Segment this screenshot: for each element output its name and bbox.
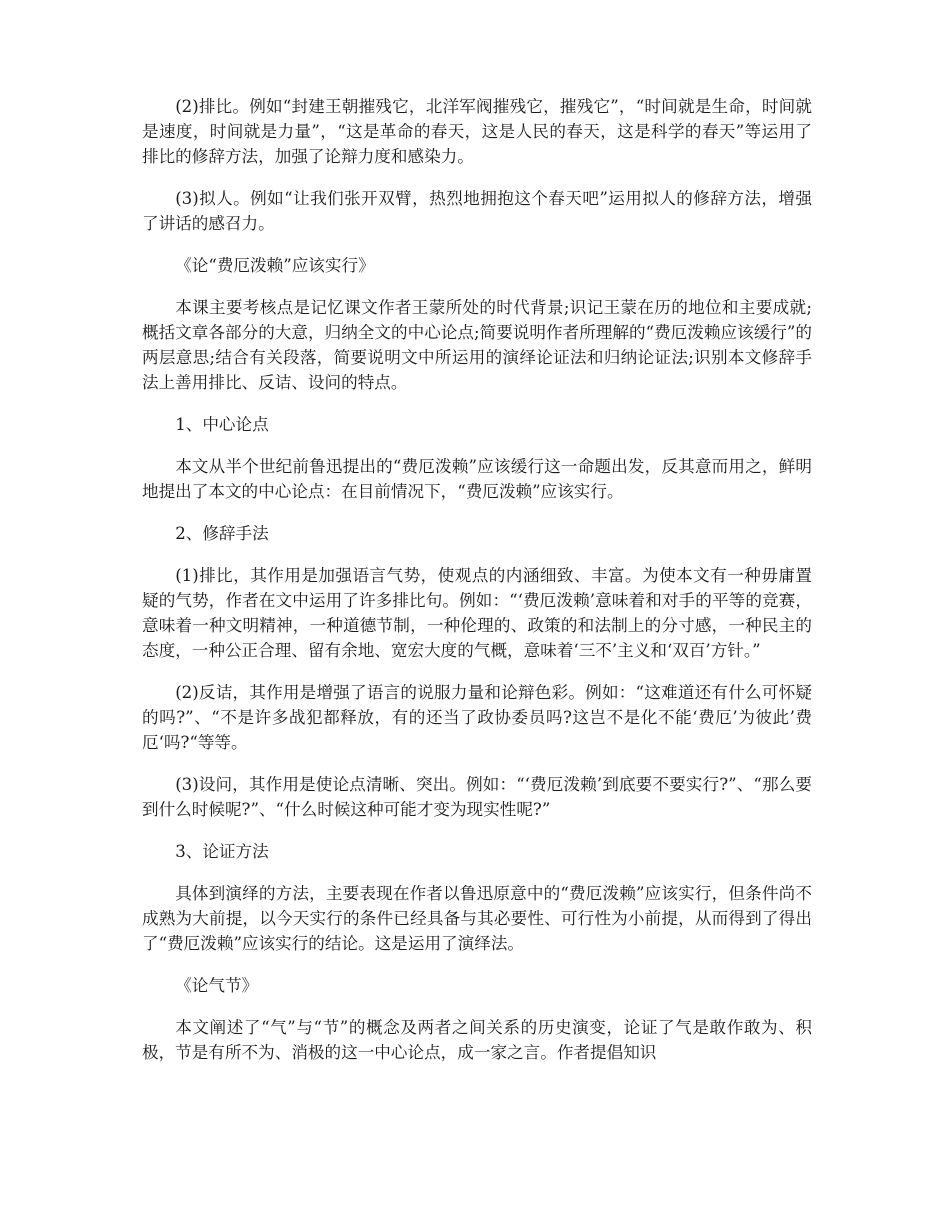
paragraph-exam-points: 本课主要考核点是记忆课文作者王蒙所处的时代背景;识记王蒙在历的地位和主要成就;概括文章各部分的大意，归纳全文的中心论点;简要说明作者所理解的“费厄泼赖应该缓行”的两层意思;结合有关段落，简要说明文中所运用的演绎论证法和归纳论证法;识别本文修辞手法上善用排比、反诘、设问的特点。 xyxy=(142,298,812,392)
paragraph-parallelism-example: (2)排比。例如“封建王朝摧残它，北洋军阀摧残它，摧残它”，“时间就是生命，时间就是速度，时间就是力量”，“这是革命的春天，这是人民的春天，这是科学的春天”等运用了排比的修辞方法，加强了论辩力度和感染力。 xyxy=(142,97,812,166)
document-page xyxy=(142,94,812,1082)
paragraph-rhetoric-parallelism: (1)排比，其作用是加强语言气势，使观点的内涵细致、丰富。为使本文有一种毋庸置疑的气势，作者在文中运用了许多排比句。例如：“‘费厄泼赖’意味着和对手的平等的竞赛，意味着一种文明精神，一种道德节制，一种伦理的、政策的和法制上的分寸感，一种民主的态度，一种公正合理、留有余地、宽宏大度的气概，意味着‘三不’主义和‘双百’方针。” xyxy=(142,566,812,660)
section-title-integrity: 《论气节》 xyxy=(175,976,259,995)
paragraph-deduction: 具体到演绎的方法，主要表现在作者以鲁迅原意中的“费厄泼赖”应该实行，但条件尚不成熟为大前提，以今天实行的条件已经具备与其必要性、可行性为小前提，从而得到了得出了“费厄泼赖”应该实行的结论。这是运用了演绎法。 xyxy=(142,884,812,953)
paragraph-central-argument: 本文从半个世纪前鲁迅提出的“费厄泼赖”应该缓行这一命题出发，反其意而用之，鲜明地提出了本文的中心论点：在目前情况下，“费厄泼赖”应该实行。 xyxy=(142,457,812,501)
subheading-central-argument: 1、中心论点 xyxy=(175,415,269,434)
subheading-argumentation-method: 3、论证方法 xyxy=(175,842,269,861)
paragraph-integrity-summary: 本文阐述了“气”与“节”的概念及两者之间关系的历史演变，论证了气是敢作敢为、积极，节是有所不为、消极的这一中心论点，成一家之言。作者提倡知识 xyxy=(142,1018,812,1062)
paragraph-rhetoric-rhetorical-question: (2)反诘，其作用是增强了语言的说服力量和论辩色彩。例如：“这难道还有什么可怀疑的吗?”、“不是许多战犯都释放，有的还当了政协委员吗?这岂不是化不能‘费厄’为彼此’费厄‘吗?“等等。 xyxy=(142,683,812,752)
subheading-rhetoric: 2、修辞手法 xyxy=(175,524,269,543)
paragraph-personification-example: (3)拟人。例如“让我们张开双臂，热烈地拥抱这个春天吧”运用拟人的修辞方法，增强了讲话的感召力。 xyxy=(142,189,812,233)
section-title-fair-play: 《论“费厄泼赖”应该实行》 xyxy=(175,256,375,275)
paragraph-rhetoric-hypophora: (3)设问，其作用是使论点清晰、突出。例如：“‘费厄泼赖’到底要不要实行?”、“那么要到什么时候呢?”、“什么时候这种可能才变为现实性呢?” xyxy=(142,775,812,819)
